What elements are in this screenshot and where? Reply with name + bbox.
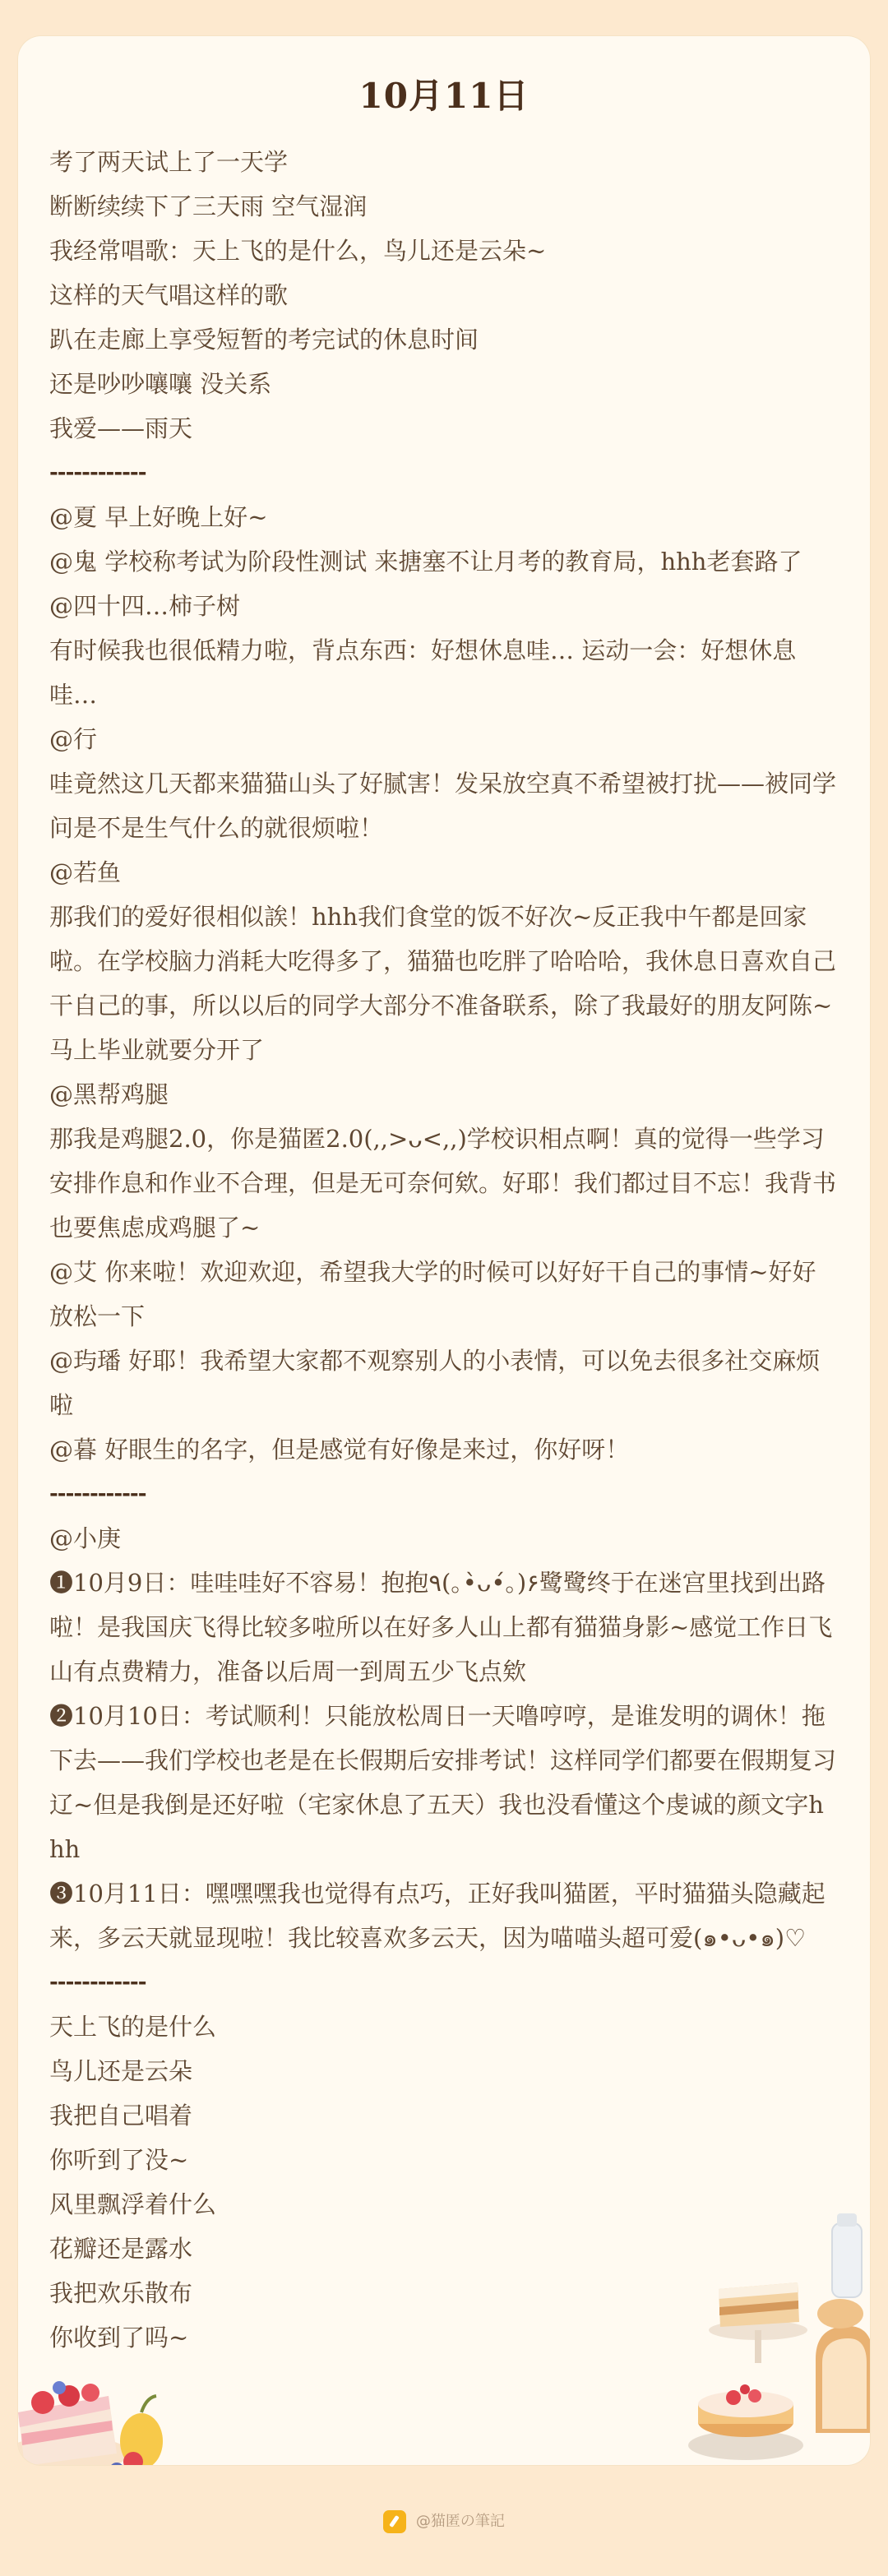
note-line: 断断续续下了三天雨 空气湿润	[49, 192, 368, 220]
reply-line: @玙璠 好耶！我希望大家都不观察别人的小表情，可以免去很多社交麻烦啦	[49, 1347, 821, 1419]
reply-line: @四十四…柿子树	[49, 592, 241, 620]
reply-line: @行	[49, 725, 98, 753]
note-line: 我经常唱歌：天上飞的是什么，鸟儿还是云朵~	[49, 237, 547, 265]
section-divider: ------------	[49, 1970, 146, 1995]
strawberry-cake-icon	[18, 2355, 199, 2465]
lyric-line: 我把欢乐散布	[49, 2279, 193, 2307]
lyric-line: 花瓣还是露水	[49, 2235, 193, 2263]
reply-line: @鬼 学校称考试为阶段性测试 来搪塞不让月考的教育局，hhh老套路了	[49, 548, 802, 576]
reply-line: 哇竟然这几天都来猫猫山头了好腻害！发呆放空真不希望被打扰——被同学问是不是生气什么的就很烦啦！	[49, 770, 837, 842]
lyric-line: 鸟儿还是云朵	[49, 2057, 193, 2085]
reply-line: ❸10月11日：嘿嘿嘿我也觉得有点巧，正好我叫猫匿，平时猫猫头隐藏起来，多云天就显现啦！我比较喜欢多云天，因为喵喵头超可爱(๑•ᴗ•๑)♡	[49, 1880, 826, 1952]
bakery-goods-icon	[676, 2207, 870, 2465]
reply-line: @暮 好眼生的名字，但是感觉有好像是来过，你好呀！	[49, 1436, 630, 1464]
note-body	[49, 140, 839, 2360]
note-line: 考了两天试上了一天学	[49, 148, 289, 176]
lyric-line: 风里飘浮着什么	[49, 2190, 217, 2218]
lyric-line: 你听到了没~	[49, 2146, 189, 2174]
reply-line: ❶10月9日：哇哇哇好不容易！抱抱٩(｡•̀ᴗ•́｡)۶鹭鹭终于在迷宫里找到出路啦！是我国庆飞得比较多啦所以在好多人山上都有猫猫身影~感觉工作日飞山有点费精力，准备以后周一到周五少飞点欸	[49, 1569, 833, 1686]
reply-line: @若鱼	[49, 858, 122, 886]
reply-line: @夏 早上好晚上好~	[49, 503, 268, 531]
pencil-icon	[383, 2510, 406, 2533]
section-divider: ------------	[49, 1482, 146, 1506]
reply-line: @黑帮鸡腿	[49, 1080, 169, 1108]
note-line: 我爱——雨天	[49, 414, 193, 442]
reply-line: 有时候我也很低精力啦，背点东西：好想休息哇… 运动一会：好想休息哇…	[49, 636, 797, 709]
reply-line: 那我们的爱好很相似誒！hhh我们食堂的饭不好次~反正我中午都是回家啦。在学校脑力消耗大吃得多了，猫猫也吃胖了哈哈哈，我休息日喜欢自己干自己的事，所以以后的同学大部分不准备联系，除了我最好的朋友阿陈~马上毕业就要分开了	[49, 903, 837, 1064]
reply-line: @小庚	[49, 1524, 122, 1552]
reply-line: @艾 你来啦！欢迎欢迎，希望我大学的时候可以好好干自己的事情~好好放松一下	[49, 1258, 816, 1330]
lyric-line: 你收到了吗~	[49, 2324, 189, 2352]
lyric-line: 天上飞的是什么	[49, 2013, 217, 2041]
note-title: 10月11日	[358, 76, 530, 116]
lyric-line: 我把自己唱着	[49, 2102, 193, 2130]
note-line: 这样的天气唱这样的歌	[49, 281, 289, 309]
reply-line: ❷10月10日：考试顺利！只能放松周日一天噜哼哼，是谁发明的调休！拖下去——我们学校也老是在长假期后安排考试！这样同学们都要在假期复习辽~但是我倒是还好啦（宅家休息了五天）我也没看懂这个虔诚的颜文字hhh	[49, 1702, 837, 1863]
note-line: 还是吵吵嚷嚷 没关系	[49, 370, 272, 398]
note-line: 趴在走廊上享受短暂的考完试的休息时间	[49, 326, 479, 354]
note-card	[18, 36, 870, 2465]
author-handle[interactable]: @猫匿の筆記	[415, 2513, 505, 2530]
footer	[0, 2509, 888, 2533]
reply-line: 那我是鸡腿2.0，你是猫匿2.0(,,>ᴗ<,,)学校识相点啊！真的觉得一些学习安排作息和作业不合理，但是无可奈何欸。好耶！我们都过目不忘！我背书也要焦虑成鸡腿了~	[49, 1125, 837, 1242]
section-divider: ------------	[49, 460, 146, 485]
